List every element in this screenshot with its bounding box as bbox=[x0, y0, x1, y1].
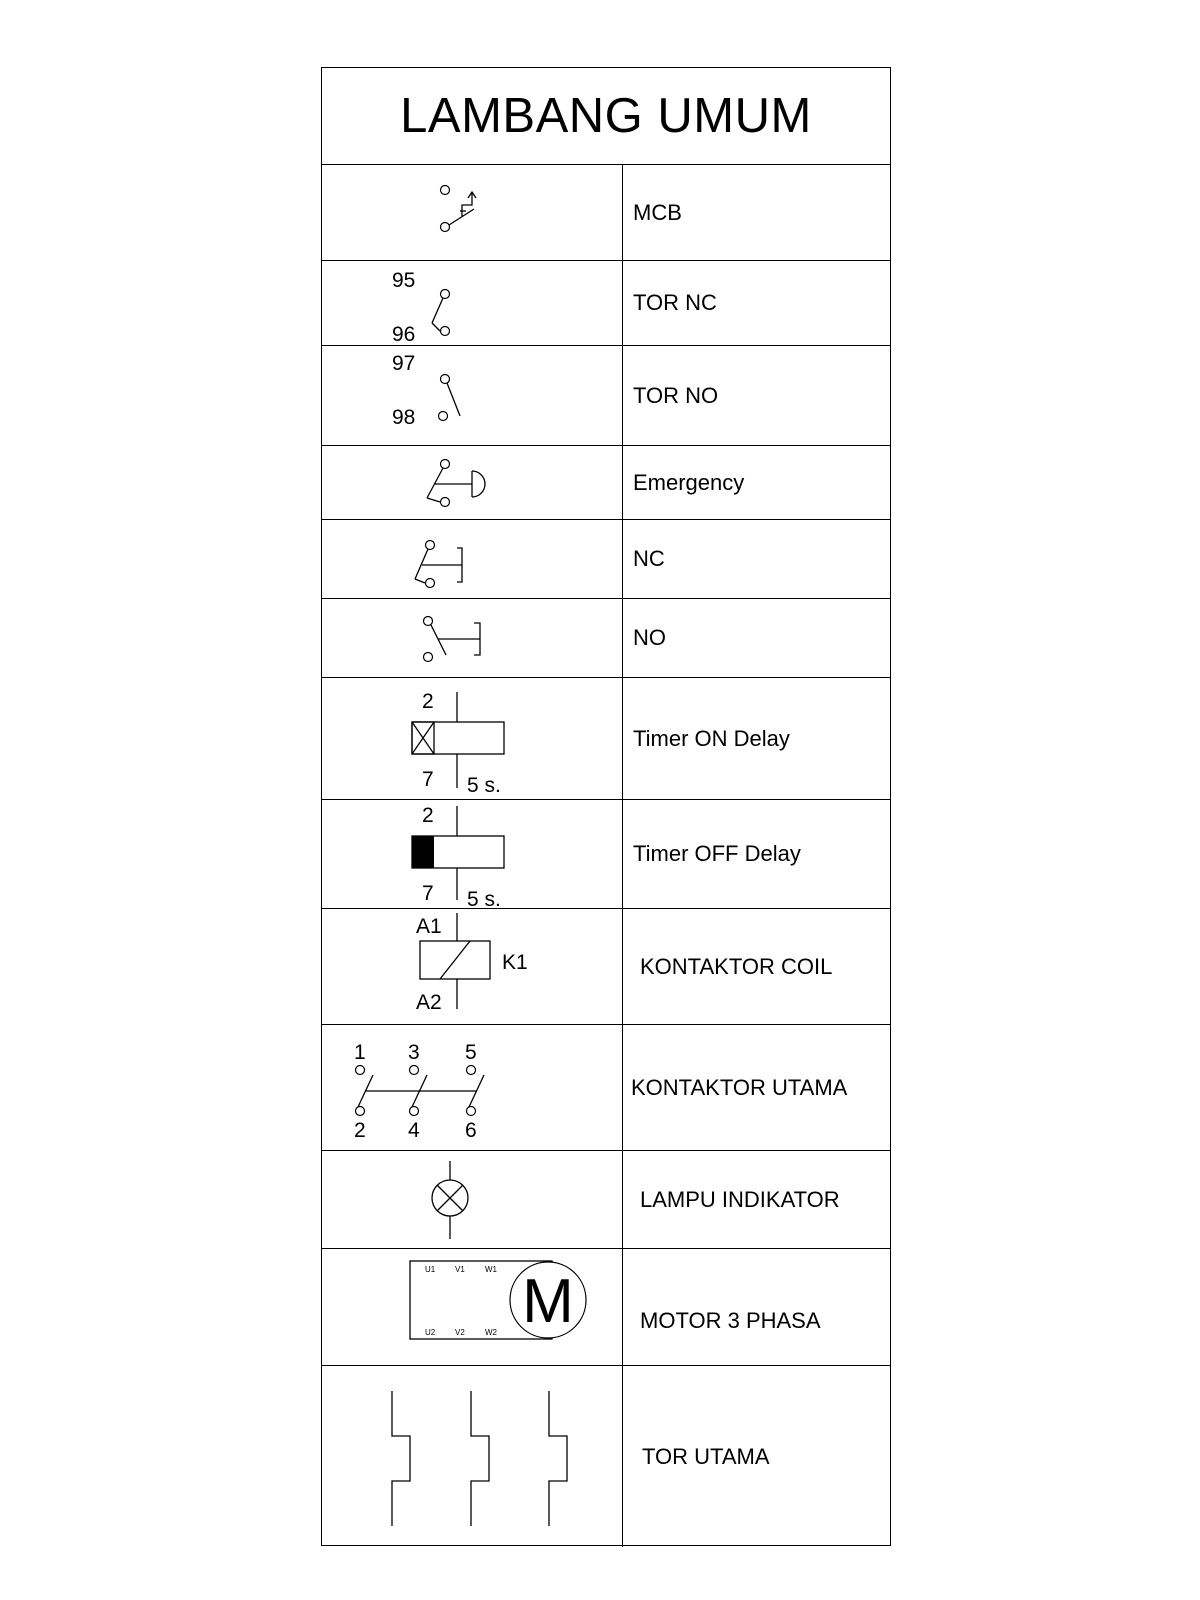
timer-off-delay-icon bbox=[322, 800, 623, 911]
terminal-label: V2 bbox=[455, 1328, 465, 1337]
device-tag: K1 bbox=[502, 951, 528, 974]
table-row-indicator-lamp bbox=[322, 1151, 890, 1249]
symbol-cell bbox=[322, 678, 623, 799]
symbol-cell bbox=[322, 520, 623, 598]
page-title: LAMBANG UMUM bbox=[400, 89, 812, 143]
contactor-coil-icon bbox=[322, 909, 623, 1024]
terminal-label: 4 bbox=[408, 1119, 420, 1142]
table-row-three-phase-motor bbox=[322, 1249, 890, 1366]
terminal-label: A2 bbox=[416, 991, 442, 1014]
row-label: TOR UTAMA bbox=[642, 1443, 770, 1469]
table-row-timer-off-delay bbox=[322, 800, 890, 909]
table-row-no bbox=[322, 599, 890, 678]
symbol-cell bbox=[322, 165, 623, 260]
symbol-cell bbox=[322, 261, 623, 345]
time-setting: 5 s. bbox=[467, 774, 501, 797]
emergency-symbol-icon bbox=[322, 446, 623, 519]
terminal-label: 3 bbox=[408, 1041, 420, 1064]
table-row-contactor-coil bbox=[322, 909, 890, 1025]
time-setting: 5 s. bbox=[467, 888, 501, 911]
terminal-label: 97 bbox=[392, 352, 416, 375]
row-label: MOTOR 3 PHASA bbox=[640, 1308, 821, 1333]
row-label: NC bbox=[633, 546, 665, 571]
tor-nc-symbol-icon bbox=[322, 261, 623, 345]
symbol-cell bbox=[322, 909, 623, 1024]
motor-letter: M bbox=[522, 1267, 574, 1336]
row-label: Timer ON Delay bbox=[633, 725, 790, 751]
terminal-label: 7 bbox=[422, 882, 434, 905]
symbol-cell bbox=[322, 1025, 623, 1150]
terminal-label: 2 bbox=[422, 690, 434, 713]
indicator-lamp-icon bbox=[322, 1151, 623, 1248]
row-label: Emergency bbox=[633, 469, 745, 495]
row-label: KONTAKTOR COIL bbox=[640, 953, 833, 979]
symbol-cell bbox=[322, 1366, 623, 1547]
symbol-cell bbox=[322, 800, 623, 911]
tor-no-symbol-icon bbox=[322, 346, 623, 445]
terminal-label: 7 bbox=[422, 768, 434, 791]
nc-pushbutton-icon bbox=[322, 520, 623, 598]
symbol-cell bbox=[322, 599, 623, 677]
terminal-label: U2 bbox=[425, 1328, 436, 1337]
symbol-cell bbox=[322, 1249, 623, 1365]
row-label: NO bbox=[633, 625, 666, 650]
terminal-label: A1 bbox=[416, 915, 442, 938]
main-contactor-icon bbox=[322, 1025, 623, 1150]
terminal-label: V1 bbox=[455, 1265, 465, 1274]
mcb-symbol-icon bbox=[322, 165, 623, 260]
three-phase-motor-icon bbox=[322, 1249, 623, 1365]
terminal-label: 5 bbox=[465, 1041, 477, 1064]
symbol-cell bbox=[322, 446, 623, 519]
title-cell bbox=[322, 68, 890, 165]
terminal-label: 96 bbox=[392, 323, 416, 346]
table-row-main-thermal-overload bbox=[322, 1366, 890, 1547]
terminal-label: W1 bbox=[485, 1265, 497, 1274]
row-label: Timer OFF Delay bbox=[633, 841, 801, 866]
symbol-cell bbox=[322, 1151, 623, 1248]
symbol-cell bbox=[322, 346, 623, 445]
terminal-label: 2 bbox=[354, 1119, 366, 1142]
row-label: KONTAKTOR UTAMA bbox=[631, 1074, 848, 1100]
row-label: MCB bbox=[633, 199, 682, 225]
table-row-timer-on-delay bbox=[322, 678, 890, 800]
table-row-emergency bbox=[322, 446, 890, 520]
symbol-table bbox=[321, 67, 891, 1546]
table-row-tor-nc bbox=[322, 261, 890, 346]
main-thermal-overload-icon bbox=[322, 1366, 623, 1547]
terminal-label: U1 bbox=[425, 1265, 436, 1274]
table-row-mcb bbox=[322, 165, 890, 261]
table-row-tor-no bbox=[322, 346, 890, 446]
table-row-nc bbox=[322, 520, 890, 599]
row-label: LAMPU INDIKATOR bbox=[640, 1186, 840, 1212]
row-label: TOR NO bbox=[633, 382, 719, 408]
terminal-label: 2 bbox=[422, 804, 434, 827]
terminal-label: W2 bbox=[485, 1328, 497, 1337]
terminal-label: 98 bbox=[392, 406, 416, 429]
terminal-label: 6 bbox=[465, 1119, 477, 1142]
table-row-main-contactor bbox=[322, 1025, 890, 1151]
terminal-label: 1 bbox=[354, 1041, 366, 1064]
timer-on-delay-icon bbox=[322, 678, 623, 799]
no-pushbutton-icon bbox=[322, 599, 623, 677]
terminal-label: 95 bbox=[392, 269, 416, 292]
row-label: TOR NC bbox=[633, 290, 717, 315]
